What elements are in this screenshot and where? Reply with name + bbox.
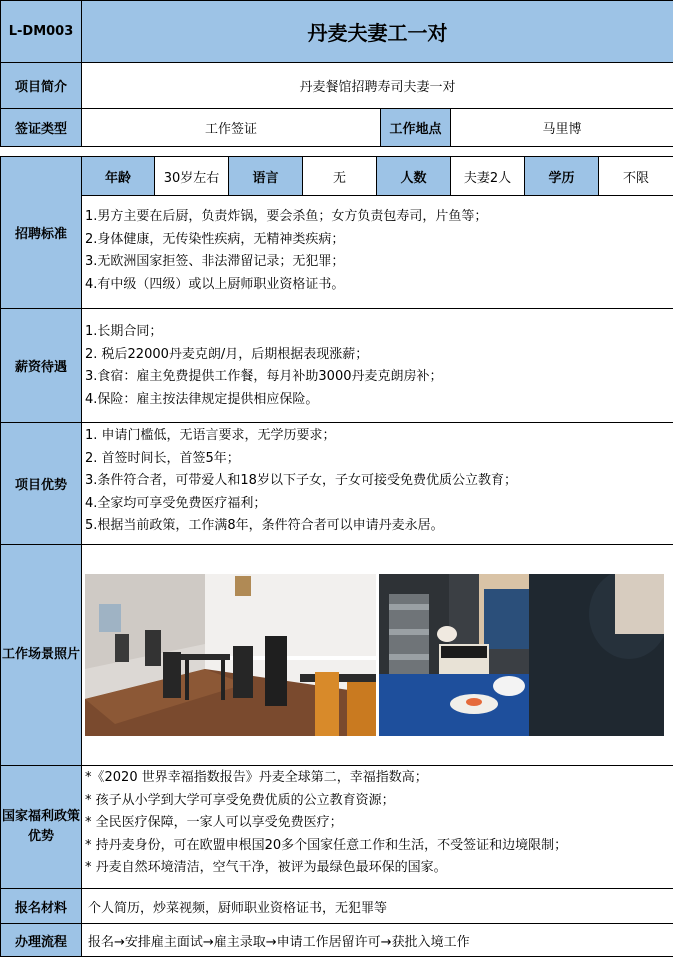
project-code: L-DM003 — [1, 1, 82, 63]
salary-label: 薪资待遇 — [1, 309, 82, 423]
list-item: 1.男方主要在后厨，负责炸锅，要会杀鱼；女方负责包寿司，片鱼等； — [85, 209, 488, 224]
recruitment-label: 招聘标准 — [1, 157, 82, 309]
advantages-list — [82, 423, 673, 545]
count-value: 夫妻2人 — [451, 157, 525, 196]
list-item: * 全民医疗保障，一家人可以享受免费医疗； — [85, 815, 343, 830]
list-item: *《2020 世界幸福指数报告》丹麦全球第二，幸福指数高； — [85, 770, 428, 785]
advantages-row — [1, 423, 673, 545]
list-item: 2. 税后22000丹麦克朗/月，后期根据表现涨薪； — [85, 346, 369, 362]
list-item: 4.全家均可享受免费医疗福利； — [85, 495, 267, 511]
list-item: * 丹麦自然环境清洁，空气干净，被评为最绿色最环保的国家。 — [85, 860, 447, 875]
materials-row — [1, 889, 673, 924]
list-item: 3.食宿：雇主免费提供工作餐，每月补助3000丹麦克朗房补； — [85, 369, 443, 384]
list-item: 1.长期合同； — [85, 324, 163, 339]
materials-label: 报名材料 — [1, 889, 82, 924]
salary-list — [82, 309, 673, 423]
list-item: 2.身体健康，无传染性疾病，无精神类疾病； — [85, 231, 345, 247]
visa-row — [1, 109, 673, 147]
education-label: 学历 — [525, 157, 599, 196]
list-item: 3.条件符合者，可带爱人和18岁以下子女，子女可接受免费优质公立教育； — [85, 473, 517, 488]
details-table — [0, 156, 673, 957]
photos-label: 工作场景照片 — [1, 545, 82, 766]
photos-row — [1, 545, 673, 766]
list-item: 4.有中级（四级）或以上厨师职业资格证书。 — [85, 276, 345, 292]
location-label: 工作地点 — [381, 109, 451, 147]
list-item: 1. 申请门槛低，无语言要求，无学历要求； — [85, 428, 336, 443]
title-row — [1, 1, 673, 63]
language-label: 语言 — [229, 157, 303, 196]
count-label: 人数 — [377, 157, 451, 196]
list-item: 3.无欧洲国家拒签、非法滞留记录；无犯罪； — [85, 254, 345, 269]
intro-label: 项目简介 — [1, 63, 82, 109]
list-item: 4.保险：雇主按法律规定提供相应保险。 — [85, 391, 319, 407]
advantages-label: 项目优势 — [1, 423, 82, 545]
summary-table — [0, 0, 673, 147]
photos-cell — [82, 545, 673, 766]
education-value: 不限 — [599, 157, 673, 196]
kitchen-photo — [379, 574, 664, 736]
requirements-row — [1, 157, 673, 196]
welfare-row — [1, 766, 673, 889]
list-item: * 孩子从小学到大学可享受免费优质的公立教育资源； — [85, 792, 395, 808]
age-value: 30岁左右 — [155, 157, 229, 196]
welfare-list — [82, 766, 673, 889]
intro-row — [1, 63, 673, 109]
salary-row — [1, 309, 673, 423]
page-title: 丹麦夫妻工一对 — [82, 1, 673, 63]
process-value: 报名→安排雇主面试→雇主录取→申请工作居留许可→获批入境工作 — [82, 924, 673, 957]
process-row — [1, 924, 673, 957]
materials-value: 个人简历，炒菜视频，厨师职业资格证书，无犯罪等 — [82, 889, 673, 924]
list-item: 5.根据当前政策，工作满8年，条件符合者可以申请丹麦永居。 — [85, 518, 444, 533]
intro-value: 丹麦餐馆招聘寿司夫妻一对 — [82, 63, 673, 109]
restaurant-photo — [85, 574, 376, 736]
location-value: 马里博 — [451, 109, 673, 147]
age-label: 年龄 — [82, 157, 155, 196]
visa-value: 工作签证 — [82, 109, 381, 147]
list-item: * 持丹麦身份，可在欧盟申根国20多个国家任意工作和生活，不受签证和边境限制； — [85, 837, 568, 853]
recruitment-row — [1, 196, 673, 309]
process-label: 办理流程 — [1, 924, 82, 957]
language-value: 无 — [303, 157, 377, 196]
recruitment-list — [82, 196, 673, 309]
visa-label: 签证类型 — [1, 109, 82, 147]
welfare-label: 国家福利政策优势 — [1, 766, 82, 889]
list-item: 2. 首签时间长，首签5年； — [85, 450, 240, 466]
